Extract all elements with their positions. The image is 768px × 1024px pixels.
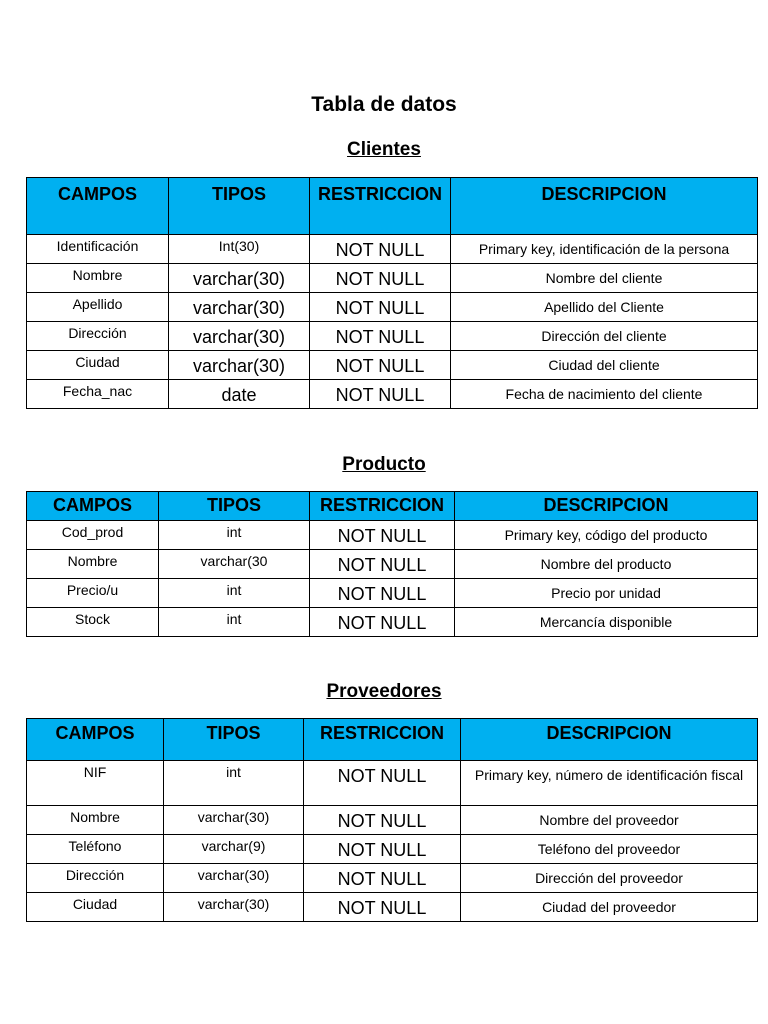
table-row — [27, 761, 758, 806]
cell-restriccion: NOT NULL — [304, 835, 461, 864]
table-row — [27, 351, 758, 380]
cell-campo: Identificación — [27, 235, 169, 264]
cell-restriccion: NOT NULL — [304, 893, 461, 922]
cell-restriccion: NOT NULL — [310, 579, 455, 608]
header-descripcion: DESCRIPCION — [461, 719, 758, 761]
cell-tipo: varchar(30) — [169, 264, 310, 293]
header-tipos: TIPOS — [159, 492, 310, 521]
cell-campo: Ciudad — [27, 351, 169, 380]
cell-campo: Cod_prod — [27, 521, 159, 550]
cell-restriccion: NOT NULL — [310, 293, 451, 322]
cell-tipo: varchar(30) — [169, 322, 310, 351]
cell-campo: Precio/u — [27, 579, 159, 608]
cell-tipo: varchar(9) — [164, 835, 304, 864]
cell-tipo: varchar(30) — [164, 864, 304, 893]
cell-descripcion: Dirección del proveedor — [461, 864, 758, 893]
cell-descripcion: Apellido del Cliente — [451, 293, 758, 322]
cell-descripcion: Primary key, identificación de la persona — [451, 235, 758, 264]
header-descripcion: DESCRIPCION — [451, 178, 758, 235]
cell-descripcion: Primary key, código del producto — [455, 521, 758, 550]
cell-campo: Dirección — [27, 322, 169, 351]
section-title-proveedores: Proveedores — [326, 681, 442, 702]
table-producto — [26, 491, 758, 637]
table-header-row — [27, 178, 758, 235]
cell-campo: Nombre — [27, 264, 169, 293]
cell-restriccion: NOT NULL — [310, 235, 451, 264]
cell-restriccion: NOT NULL — [310, 521, 455, 550]
section-title-producto: Producto — [342, 454, 426, 475]
cell-tipo: varchar(30) — [169, 293, 310, 322]
table-row — [27, 579, 758, 608]
cell-restriccion: NOT NULL — [310, 608, 455, 637]
header-restriccion: RESTRICCION — [304, 719, 461, 761]
cell-descripcion: Primary key, número de identificación fiscal — [461, 761, 758, 806]
cell-descripcion: Mercancía disponible — [455, 608, 758, 637]
cell-descripcion: Precio por unidad — [455, 579, 758, 608]
cell-campo: Apellido — [27, 293, 169, 322]
cell-campo: Dirección — [27, 864, 164, 893]
table-row — [27, 235, 758, 264]
cell-descripcion: Ciudad del proveedor — [461, 893, 758, 922]
cell-descripcion: Fecha de nacimiento del cliente — [451, 380, 758, 409]
cell-campo: Nombre — [27, 806, 164, 835]
table-row — [27, 608, 758, 637]
cell-descripcion: Teléfono del proveedor — [461, 835, 758, 864]
cell-tipo: varchar(30) — [164, 893, 304, 922]
cell-campo: Ciudad — [27, 893, 164, 922]
cell-restriccion: NOT NULL — [310, 322, 451, 351]
cell-restriccion: NOT NULL — [304, 761, 461, 806]
header-tipos: TIPOS — [169, 178, 310, 235]
table-row — [27, 380, 758, 409]
cell-campo: Stock — [27, 608, 159, 637]
cell-restriccion: NOT NULL — [310, 351, 451, 380]
cell-tipo: Int(30) — [169, 235, 310, 264]
section-title-clientes: Clientes — [347, 139, 421, 160]
cell-tipo: varchar(30 — [159, 550, 310, 579]
document-title: Tabla de datos — [311, 93, 457, 116]
header-campos: CAMPOS — [27, 492, 159, 521]
table-row — [27, 264, 758, 293]
cell-restriccion: NOT NULL — [310, 264, 451, 293]
cell-tipo: varchar(30) — [164, 806, 304, 835]
table-row — [27, 806, 758, 835]
header-tipos: TIPOS — [164, 719, 304, 761]
table-proveedores — [26, 718, 758, 922]
cell-tipo: int — [159, 521, 310, 550]
cell-descripcion: Ciudad del cliente — [451, 351, 758, 380]
cell-descripcion: Nombre del proveedor — [461, 806, 758, 835]
cell-tipo: int — [159, 579, 310, 608]
table-header-row — [27, 492, 758, 521]
cell-tipo: varchar(30) — [169, 351, 310, 380]
table-row — [27, 893, 758, 922]
cell-tipo: int — [159, 608, 310, 637]
cell-descripcion: Nombre del cliente — [451, 264, 758, 293]
header-descripcion: DESCRIPCION — [455, 492, 758, 521]
table-clientes — [26, 177, 758, 409]
table-row — [27, 864, 758, 893]
table-header-row — [27, 719, 758, 761]
cell-restriccion: NOT NULL — [304, 864, 461, 893]
cell-campo: Fecha_nac — [27, 380, 169, 409]
cell-campo: NIF — [27, 761, 164, 806]
cell-restriccion: NOT NULL — [310, 380, 451, 409]
table-row — [27, 835, 758, 864]
header-campos: CAMPOS — [27, 719, 164, 761]
cell-descripcion: Dirección del cliente — [451, 322, 758, 351]
cell-restriccion: NOT NULL — [310, 550, 455, 579]
cell-tipo: int — [164, 761, 304, 806]
table-row — [27, 550, 758, 579]
table-row — [27, 322, 758, 351]
cell-tipo: date — [169, 380, 310, 409]
cell-restriccion: NOT NULL — [304, 806, 461, 835]
header-campos: CAMPOS — [27, 178, 169, 235]
header-restriccion: RESTRICCION — [310, 178, 451, 235]
table-row — [27, 293, 758, 322]
cell-campo: Teléfono — [27, 835, 164, 864]
table-row — [27, 521, 758, 550]
cell-campo: Nombre — [27, 550, 159, 579]
cell-descripcion: Nombre del producto — [455, 550, 758, 579]
header-restriccion: RESTRICCION — [310, 492, 455, 521]
